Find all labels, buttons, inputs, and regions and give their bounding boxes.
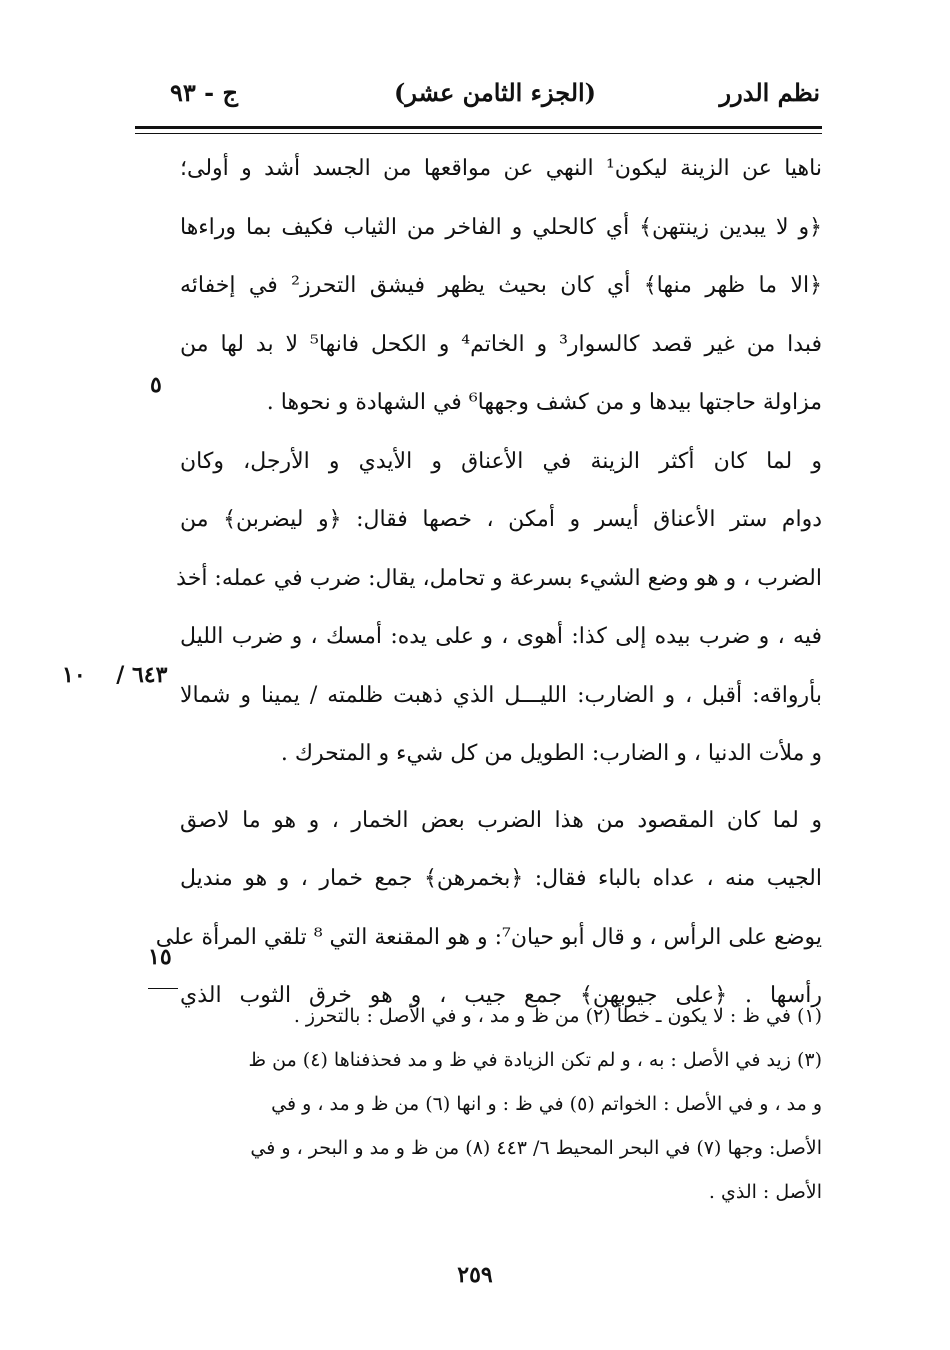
body-line: يوضع على الرأس ، و قال أبو حيان⁷: و هو المقنعة التي ⁸ تلقي المرأة على: [155, 924, 822, 950]
footnote-line: الأصل : الذي .: [708, 1181, 822, 1203]
footnotes: [185, 994, 822, 1214]
body-line: دوام ستر الأعناق أيسر و أمكن ، خصها فقال: ﴿و ليضربن﴾ من: [180, 507, 822, 532]
body-line: ناهيا عن الزينة ليكون¹ النهي عن مواقعها من الجسد أشد و أولى؛: [180, 156, 822, 181]
body-line: و لما كان المقصود من هذا الضرب بعض الخمار ، و هو ما لاصق: [180, 807, 823, 833]
line-number-5: ٥: [150, 372, 162, 398]
header-book-title: نظم الدرر: [719, 78, 820, 107]
header-section-number: ج - ٩٣: [170, 78, 238, 107]
body-line: و لما كان أكثر الزينة في الأعناق و الأيدي و الأرجل، وكان: [180, 448, 822, 474]
footnote-line: (٣) زيد في الأصل : به ، و لم تكن الزيادة في ظ و مد فحذفناها (٤) من ظ: [248, 1049, 822, 1071]
body-line: فيه ، و ضرب بيده إلى كذا: أهوى ، و على يده: أمسك ، و ضرب الليل: [180, 624, 822, 649]
body-line: الضرب ، و هو وضع الشيء بسرعة و تحامل، يقال: ضرب في عمله: أخذ: [176, 565, 822, 591]
header-rule-thick: [135, 126, 822, 129]
body-line: مزاولة حاجتها بيدها و من كشف وجهها⁶ في الشهادة و نحوها .: [266, 390, 822, 415]
body-line: فبدا من غير قصد كالسوار³ و الخاتم⁴ و الكحل فانها⁵ لا بد لها من: [180, 331, 822, 357]
line-number-10-value: ١٠: [62, 662, 86, 688]
body-line: و ملأت الدنيا ، و الضارب: الطويل من كل شيء و المتحرك .: [280, 741, 822, 766]
footnote-line: (١) في ظ : لا يكون ـ خطأ (٢) من ظ و مد ، و في الأصل : بالتحرز .: [293, 1005, 822, 1027]
footnote-line: و مد ، و في الأصل : الخواتم (٥) في ظ : و انها (٦) من ظ و مد ، و في: [271, 1093, 822, 1115]
header-volume-title: (الجزء الثامن عشر): [393, 78, 597, 107]
footnote-separator: [148, 988, 178, 989]
body-line: بأرواقه: أقبل ، و الضارب: الليـــل الذي ذهبت ظلمته / يمينا و شمالا: [180, 682, 822, 708]
header-rule-thin: [135, 133, 822, 134]
edition-page-ref: ٦٤٣ /: [116, 662, 168, 688]
body-line: رأسها . ﴿على جيوبهن﴾ جمع جيب ، و هو خرق الثوب الذي: [180, 983, 822, 1008]
line-number-15: ١٥: [148, 944, 172, 970]
line-number-10: [62, 662, 167, 688]
body-line: ﴿و لا يبدين زينتهن﴾ أي كالحلي و الفاخر من الثياب فكيف بما وراءها: [180, 214, 822, 240]
running-header: [170, 78, 820, 118]
body-line: ﴿الا ما ظهر منها﴾ أي كان بحيث يظهر فيشق التحرز² في إخفائه: [180, 273, 822, 298]
body-line: الجيب منه ، عداه بالباء فقال: ﴿بخمرهن﴾ جمع خمار ، و هو منديل: [180, 866, 822, 891]
page-number: ٢٥٩: [457, 1262, 493, 1288]
footnote-line: الأصل: وجها (٧) في البحر المحيط ٦/ ٤٤٣ (٨) من ظ و مد و البحر ، و في: [250, 1137, 822, 1159]
paragraph-gap: [180, 784, 822, 792]
